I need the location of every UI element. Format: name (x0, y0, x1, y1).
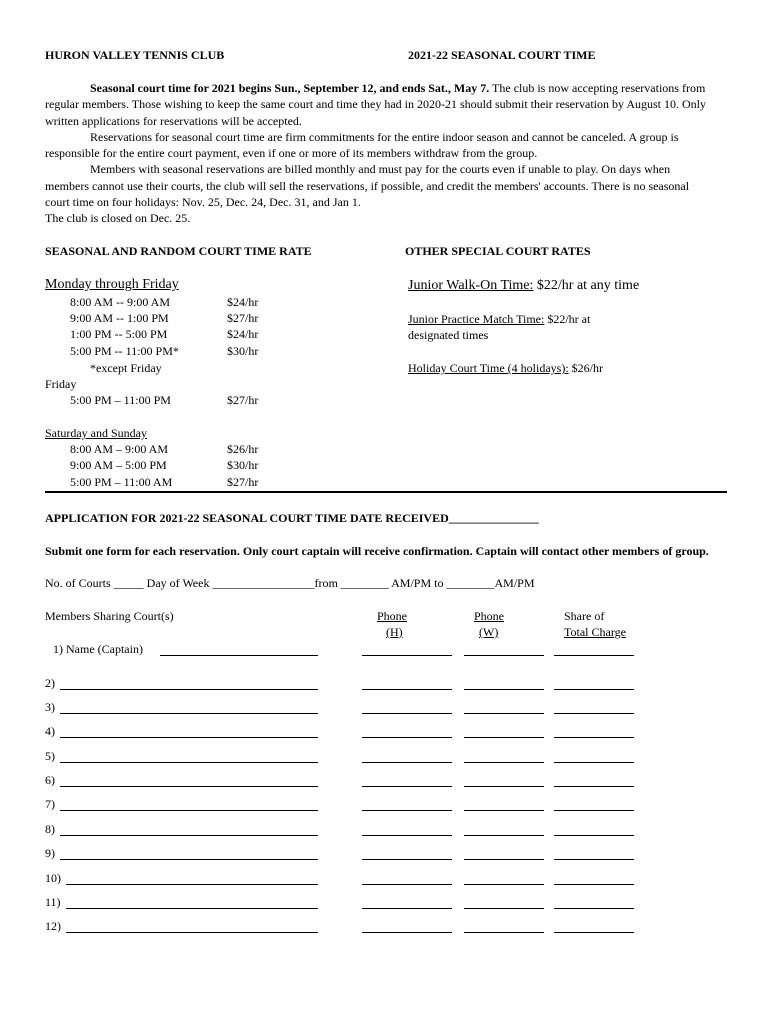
phone-home-field[interactable] (362, 835, 452, 836)
application-title: APPLICATION FOR 2021-22 SEASONAL COURT TIME DATE RECEIVED_______________ (45, 511, 539, 525)
phone-work-field[interactable] (464, 932, 544, 933)
section-divider (45, 491, 727, 493)
member-row-label: 6) (45, 773, 55, 787)
special-rates-heading: OTHER SPECIAL COURT RATES (405, 244, 591, 258)
phone-work-sub: (W) (479, 625, 499, 639)
weekend-heading: Saturday and Sunday (45, 426, 147, 440)
junior-practice-label: Junior Practice Match Time: (408, 312, 545, 326)
member-row-label: 11) (45, 895, 61, 909)
phone-work-field[interactable] (464, 908, 544, 909)
rate-value: $24/hr (227, 295, 259, 309)
member-row-label: 3) (45, 700, 55, 714)
member-row-label: 12) (45, 919, 61, 933)
phone-home-sub: (H) (386, 625, 403, 639)
member-name-field[interactable] (160, 655, 318, 656)
member-name-field[interactable] (66, 932, 318, 933)
rate-value: $27/hr (227, 475, 259, 489)
share-field[interactable] (554, 932, 634, 933)
member-name-field[interactable] (60, 786, 318, 787)
phone-home-field[interactable] (362, 713, 452, 714)
member-row-label: 8) (45, 822, 55, 836)
junior-practice-rate: Junior Practice Match Time: $22/hr at (408, 312, 591, 326)
share-field[interactable] (554, 762, 634, 763)
rate-time: 8:00 AM – 9:00 AM (70, 442, 169, 456)
share-field[interactable] (554, 884, 634, 885)
member-name-field[interactable] (60, 713, 318, 714)
phone-work-field[interactable] (464, 859, 544, 860)
share-field[interactable] (554, 908, 634, 909)
holiday-rate: Holiday Court Time (4 holidays): $26/hr (408, 361, 604, 375)
member-row-label: 10) (45, 871, 61, 885)
share-field[interactable] (554, 655, 634, 656)
member-name-field[interactable] (66, 884, 318, 885)
billing-paragraph: Members with seasonal reservations are billed monthly and must pay for the courts even if unable to play. On days when members cannot use their courts, the club will sell the reservations, if possible, and credit the members' accounts. There is no seasonal court time on four holidays: Nov. 25, Dec. 24, Dec. 31, and Jan 1. (45, 162, 690, 210)
rate-value: $30/hr (227, 458, 259, 472)
phone-home-field[interactable] (362, 810, 452, 811)
rate-time: 5:00 PM – 11:00 PM (70, 393, 171, 407)
member-row-label: 2) (45, 676, 55, 690)
phone-work-field[interactable] (464, 689, 544, 690)
club-name: HURON VALLEY TENNIS CLUB (45, 48, 225, 62)
phone-work-field[interactable] (464, 762, 544, 763)
phone-work-field[interactable] (464, 713, 544, 714)
phone-home-field[interactable] (362, 655, 452, 656)
phone-home-field[interactable] (362, 884, 452, 885)
share-field[interactable] (554, 689, 634, 690)
phone-work-field[interactable] (464, 835, 544, 836)
phone-work-header: Phone (474, 609, 504, 623)
member-name-field[interactable] (60, 762, 318, 763)
courts-day-time-line[interactable]: No. of Courts _____ Day of Week _________________from ________ AM/PM to ________AM/PM (45, 576, 535, 590)
share-field[interactable] (554, 835, 634, 836)
members-heading: Members Sharing Court(s) (45, 609, 174, 623)
member-name-field[interactable] (60, 689, 318, 690)
phone-work-field[interactable] (464, 884, 544, 885)
rate-value: $27/hr (227, 311, 259, 325)
member-name-field[interactable] (66, 908, 318, 909)
member-row-label: 7) (45, 797, 55, 811)
document-title: 2021-22 SEASONAL COURT TIME (408, 48, 596, 62)
member-name-field[interactable] (60, 859, 318, 860)
member-row-label: 4) (45, 724, 55, 738)
share-field[interactable] (554, 810, 634, 811)
rates-heading: SEASONAL AND RANDOM COURT TIME RATE (45, 244, 312, 258)
phone-work-field[interactable] (464, 786, 544, 787)
junior-walkon-label: Junior Walk-On Time: (408, 278, 534, 293)
rate-time: 5:00 PM – 11:00 AM (70, 475, 173, 489)
phone-work-field[interactable] (464, 737, 544, 738)
share-field[interactable] (554, 859, 634, 860)
share-field[interactable] (554, 713, 634, 714)
share-field[interactable] (554, 737, 634, 738)
rate-time: 5:00 PM -- 11:00 PM* (70, 344, 179, 358)
application-instruction: Submit one form for each reservation. Only court captain will receive confirmation. Captain will contact other members of group. (45, 544, 709, 558)
closed-note: The club is closed on Dec. 25. (45, 211, 191, 226)
member-name-field[interactable] (60, 737, 318, 738)
holiday-label: Holiday Court Time (4 holidays): (408, 361, 569, 375)
phone-home-field[interactable] (362, 859, 452, 860)
phone-home-field[interactable] (362, 786, 452, 787)
member-name-field[interactable] (60, 810, 318, 811)
member-row-label: 9) (45, 846, 55, 860)
rate-value: $30/hr (227, 344, 259, 358)
junior-walkon-rate: Junior Walk-On Time: $22/hr at any time (408, 278, 640, 293)
phone-home-field[interactable] (362, 689, 452, 690)
member-row-label: 5) (45, 749, 55, 763)
phone-work-field[interactable] (464, 810, 544, 811)
share-field[interactable] (554, 786, 634, 787)
rate-time: 1:00 PM -- 5:00 PM (70, 327, 168, 341)
rate-value: $24/hr (227, 327, 259, 341)
rate-time: 8:00 AM -- 9:00 AM (70, 295, 171, 309)
phone-home-field[interactable] (362, 932, 452, 933)
junior-practice-note: designated times (408, 328, 489, 342)
phone-home-field[interactable] (362, 908, 452, 909)
except-friday-note: *except Friday (90, 361, 162, 375)
phone-work-field[interactable] (464, 655, 544, 656)
intro-rest: The club is now accepting reservations from regular members. Those wishing to keep the same court and time they had in 2020-21 should submit their reservation by August 10. Only written applications for reservations will be accepted. (45, 81, 706, 128)
season-dates: Seasonal court time for 2021 begins Sun., September 12, and ends Sat., May 7. (90, 81, 490, 95)
member-name-field[interactable] (60, 835, 318, 836)
member-row-label: 1) Name (Captain) (53, 642, 143, 656)
share-sub: Total Charge (564, 625, 626, 639)
weekday-heading: Monday through Friday (45, 277, 179, 292)
phone-home-header: Phone (377, 609, 407, 623)
rate-time: 9:00 AM -- 1:00 PM (70, 311, 169, 325)
friday-heading: Friday (45, 377, 77, 391)
intro-text (45, 80, 715, 227)
share-header: Share of (564, 609, 605, 623)
rate-value: $27/hr (227, 393, 259, 407)
phone-home-field[interactable] (362, 737, 452, 738)
rate-time: 9:00 AM – 5:00 PM (70, 458, 167, 472)
commitment-paragraph: Reservations for seasonal court time are firm commitments for the entire indoor season and cannot be canceled. A group is responsible for the entire court payment, even if one or more of its members withdraw from the group. (45, 129, 679, 161)
phone-home-field[interactable] (362, 762, 452, 763)
rate-value: $26/hr (227, 442, 259, 456)
